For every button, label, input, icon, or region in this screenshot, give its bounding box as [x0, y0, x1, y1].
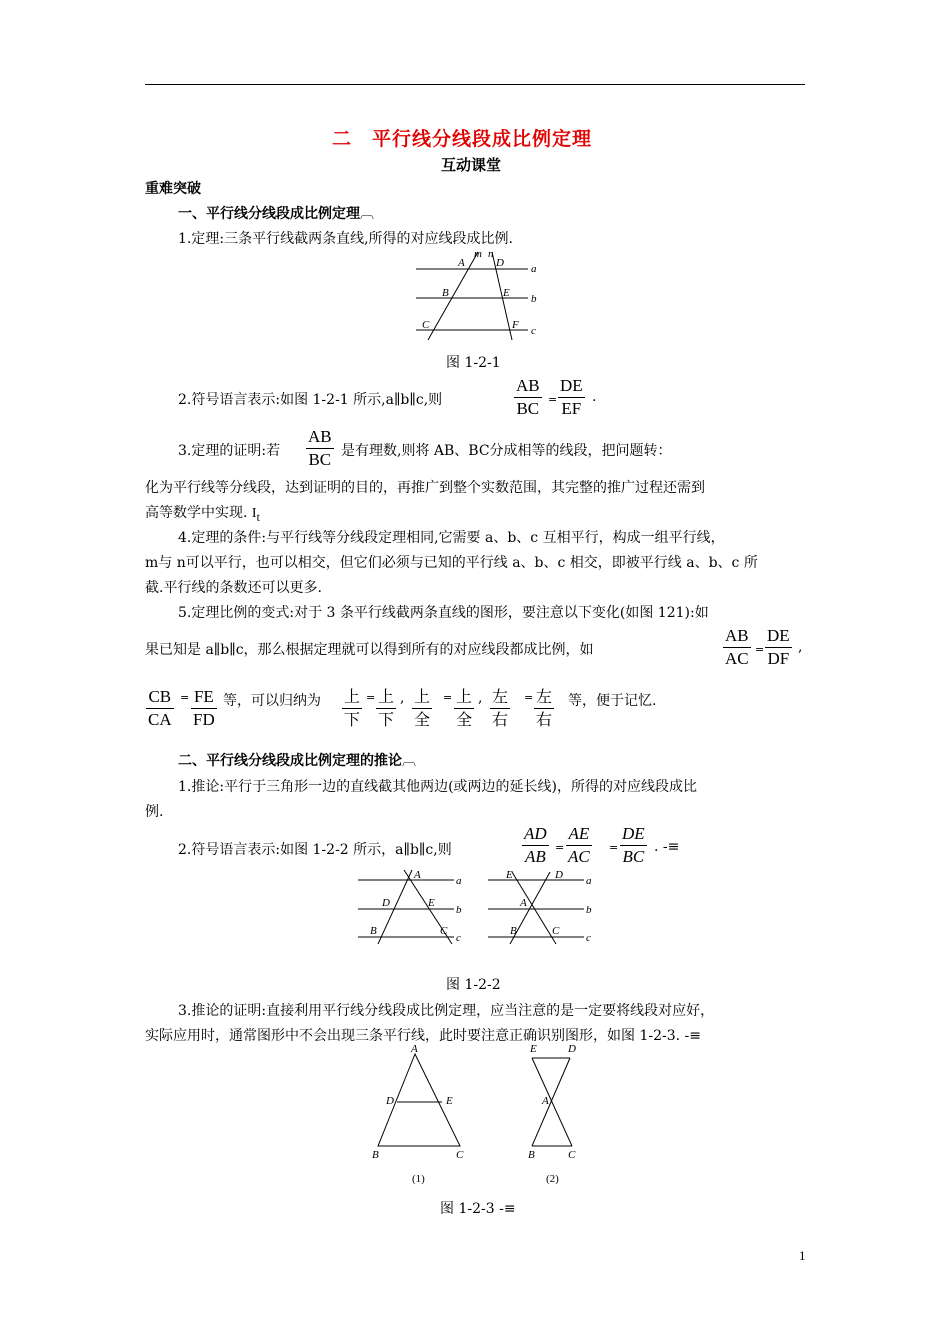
- part1-p3-a: 3.定理的证明:若: [178, 443, 281, 459]
- fig1-label-n: n: [488, 248, 494, 260]
- part1-p5-mid: 等，可以归纳为: [223, 693, 321, 709]
- fraction-numerator: 上: [342, 686, 362, 709]
- fraction-ae-ac: [566, 823, 592, 868]
- fig2l-label-B: B: [370, 925, 377, 937]
- part2-p2-end: . -≡: [654, 839, 680, 855]
- fraction-numerator: 上: [454, 686, 474, 709]
- fraction-numerator: AB: [723, 625, 751, 648]
- equals-sign: =: [555, 841, 565, 854]
- part2-p3-line1: 3.推论的证明:直接利用平行线分线段成比例定理，应当注意的是一定要将线段对应好，: [178, 1003, 715, 1019]
- part2-p1-line2: 例.: [145, 804, 164, 820]
- fraction-denominator: AC: [568, 847, 590, 866]
- fraction-denominator: DF: [767, 649, 790, 668]
- memory-fraction-1: [342, 686, 362, 731]
- fraction-denominator: 右: [492, 710, 509, 729]
- fig3r-label-A: A: [542, 1095, 549, 1107]
- fig2-caption: 图 1-2-2: [446, 977, 501, 993]
- fig1-label-c: c: [531, 325, 536, 337]
- fraction-numerator: DE: [620, 823, 647, 846]
- comma: ,: [400, 690, 405, 706]
- part1-p3-line2: 化为平行线等分线段，达到证明的目的，再推广到整个实数范围，其完整的推广过程还需到: [145, 480, 705, 496]
- fig3-sub2: (2): [546, 1173, 559, 1185]
- figure-1-2-3: [364, 1040, 594, 1188]
- fraction-cb-ca: [146, 686, 174, 731]
- equals-sign: =: [609, 841, 619, 854]
- part1-p1: 1.定理:三条平行线截两条直线,所得的对应线段成比例.: [178, 231, 513, 247]
- part1-p5-tail: 等，便于记忆.: [568, 693, 657, 709]
- fraction-numerator: FE: [191, 686, 217, 709]
- fraction-denominator: AB: [524, 847, 546, 866]
- fig1-label-E: E: [503, 287, 510, 299]
- page-subtitle: 互动课堂: [441, 156, 502, 174]
- equals-sign: =: [524, 691, 534, 704]
- fig3r-label-C: C: [568, 1149, 576, 1161]
- equals-sign: =: [366, 691, 376, 704]
- part1-heading: 一、平行线分线段成比例定理︹: [178, 206, 374, 222]
- fig1-label-D: D: [496, 257, 504, 269]
- fig1-label-B: B: [442, 287, 449, 299]
- part2-heading: 二、平行线分线段成比例定理的推论︹: [178, 753, 416, 769]
- fraction-numerator: DE: [558, 375, 585, 398]
- fig3l-label-C: C: [456, 1149, 464, 1161]
- fig2l-label-D: D: [382, 897, 390, 909]
- fig2l-label-b: b: [456, 904, 462, 916]
- fig2l-label-E: E: [428, 897, 435, 909]
- fraction-denominator: 右: [536, 710, 553, 729]
- fig2r-label-A: A: [520, 897, 527, 909]
- comma: ,: [478, 690, 483, 706]
- fraction-denominator: 全: [414, 710, 431, 729]
- part1-p3-b: 是有理数,则将 AB、BC分成相等的线段，把问题转：: [341, 443, 672, 459]
- fraction-numerator: 上: [376, 686, 396, 709]
- equals-sign: =: [755, 643, 765, 656]
- fig1-label-F: F: [512, 319, 519, 331]
- equals-sign: =: [180, 691, 190, 704]
- fraction-de-df: [765, 625, 792, 670]
- header-rule: [145, 84, 805, 85]
- memory-fraction-4: [454, 686, 474, 731]
- fig2r-label-E: E: [506, 869, 513, 881]
- fig2l-label-a: a: [456, 875, 462, 887]
- part1-p4-line3: 截.平行线的条数还可以更多.: [145, 580, 322, 596]
- page-number: 1: [799, 1248, 806, 1263]
- period: .: [592, 389, 597, 405]
- fraction-numerator: 上: [412, 686, 432, 709]
- memory-fraction-3: [412, 686, 432, 731]
- fraction-numerator: CB: [146, 686, 174, 709]
- part1-p4-line1: 4.定理的条件:与平行线等分线段定理相同,它需要 a、b、c 互相平行，构成一组平行线，: [178, 530, 725, 546]
- fraction-fe-fd: [191, 686, 217, 731]
- fraction-denominator: AC: [725, 649, 749, 668]
- fig1-caption: 图 1-2-1: [446, 355, 501, 371]
- fraction-de-ef: [558, 375, 585, 420]
- part1-p5-line1: 5.定理比例的变式:对于 3 条平行线截两条直线的图形，要注意以下变化(如图 121):如: [178, 605, 709, 621]
- fraction-numerator: AD: [522, 823, 549, 846]
- comma: ,: [798, 639, 803, 655]
- p3-mark-sub: t: [256, 510, 260, 524]
- fig1-label-C: C: [422, 319, 430, 331]
- fig1-label-A: A: [458, 257, 465, 269]
- p3-line3-text: 高等数学中实现.: [145, 505, 248, 521]
- page-title: 二 平行线分线段成比例定理: [332, 128, 593, 150]
- equals-sign: =: [548, 393, 558, 406]
- fig2r-label-a: a: [586, 875, 592, 887]
- fig3l-label-D: D: [386, 1095, 394, 1107]
- section-heading: 重难突破: [145, 181, 201, 197]
- p3-mark: I: [251, 506, 257, 521]
- fig3l-label-E: E: [446, 1095, 453, 1107]
- fraction-denominator: EF: [561, 399, 582, 418]
- fraction-ad-ab: [522, 823, 549, 868]
- part1-p3-line3: [145, 502, 260, 524]
- fig2l-label-C: C: [440, 925, 448, 937]
- fraction-numerator: AE: [566, 823, 592, 846]
- fraction-numerator: 左: [534, 686, 554, 709]
- fraction-ab-bc: [514, 375, 542, 420]
- fig3l-label-A: A: [411, 1043, 418, 1055]
- fraction-numerator: AB: [514, 375, 542, 398]
- fig3r-label-B: B: [528, 1149, 535, 1161]
- fig3-caption: 图 1-2-3 -≡: [440, 1201, 516, 1217]
- part2-p3-line2: 实际应用时，通常图形中不会出现三条平行线，此时要注意正确识别图形，如图 1-2-3. -≡: [145, 1028, 701, 1044]
- fraction-denominator: BC: [516, 399, 540, 418]
- fraction-denominator: 下: [378, 710, 395, 729]
- memory-fraction-5: [490, 686, 510, 731]
- part1-p2-text: 2.符号语言表示:如图 1-2-1 所示,a∥b∥c,则: [178, 392, 443, 408]
- fraction-numerator: DE: [765, 625, 792, 648]
- part2-p1-line1: 1.推论:平行于三角形一边的直线截其他两边(或两边的延长线)，所得的对应线段成比: [178, 779, 697, 795]
- part1-heading-text: 一、平行线分线段成比例定理: [178, 206, 360, 222]
- fig2r-label-D: D: [555, 869, 563, 881]
- fig2r-label-c: c: [586, 932, 591, 944]
- fig3r-label-E: E: [530, 1043, 537, 1055]
- fig2l-label-c: c: [456, 932, 461, 944]
- fig1-label-a: a: [531, 263, 537, 275]
- memory-fraction-2: [376, 686, 396, 731]
- fig1-label-m: m: [474, 248, 482, 260]
- fig2r-label-b: b: [586, 904, 592, 916]
- fig3r-label-D: D: [568, 1043, 576, 1055]
- fig2l-label-A: A: [414, 869, 421, 881]
- fraction-ab-bc-2: [306, 426, 334, 471]
- memory-fraction-6: [534, 686, 554, 731]
- fraction-denominator: 下: [344, 710, 361, 729]
- fraction-denominator: CA: [148, 710, 172, 729]
- fraction-denominator: BC: [622, 847, 645, 866]
- part2-heading-text: 二、平行线分线段成比例定理的推论: [178, 753, 402, 769]
- fig2r-label-B: B: [510, 925, 517, 937]
- part1-p5-line2: 果已知是 a∥b∥c，那么根据定理就可以得到所有的对应线段都成比例，如: [145, 642, 594, 658]
- fig1-label-b: b: [531, 293, 537, 305]
- part1-p4-line2: m与 n可以平行，也可以相交，但它们必须与已知的平行线 a、b、c 相交，即被平行线 a、b、c 所: [145, 555, 758, 571]
- fig3-sub1: (1): [412, 1173, 425, 1185]
- fraction-ab-ac: [723, 625, 751, 670]
- fraction-numerator: AB: [306, 426, 334, 449]
- fraction-denominator: BC: [308, 450, 332, 469]
- equals-sign: =: [443, 691, 453, 704]
- fraction-denominator: 全: [456, 710, 473, 729]
- figure-1-2-1: [410, 248, 550, 344]
- fig3l-label-B: B: [372, 1149, 379, 1161]
- fraction-denominator: FD: [193, 710, 215, 729]
- fraction-de-bc: [620, 823, 647, 868]
- part2-p2-text: 2.符号语言表示:如图 1-2-2 所示，a∥b∥c,则: [178, 842, 452, 858]
- fig2r-label-C: C: [552, 925, 560, 937]
- figure-1-2-2: [350, 866, 610, 946]
- fraction-numerator: 左: [490, 686, 510, 709]
